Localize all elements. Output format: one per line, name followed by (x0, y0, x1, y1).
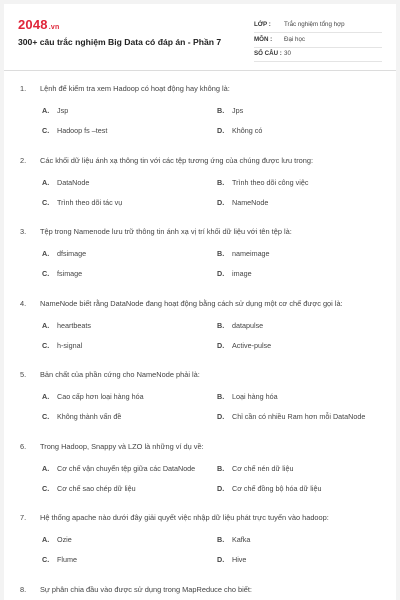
option-text: DataNode (57, 177, 90, 187)
question-text: Các khối dữ liệu ánh xạ thông tin với các tệp tương ứng của chúng được lưu trong: (40, 155, 314, 165)
option-text: image (232, 269, 252, 278)
answer-option[interactable] (42, 392, 220, 404)
option-letter: C. (42, 269, 50, 278)
question-text: NameNode biết rằng DataNode đang hoạt động bằng cách sử dụng một cơ chế được gọi là: (40, 298, 343, 308)
meta-subject-row (254, 34, 382, 48)
option-text: Jsp (57, 106, 69, 115)
option-text: Cao cấp hơn loại hàng hóa (57, 392, 144, 401)
option-text: Trình theo dõi công việc (232, 177, 309, 187)
option-letter: A. (42, 106, 50, 115)
question-item (4, 585, 396, 600)
question-number: 1. (20, 84, 27, 93)
option-letter: D. (217, 555, 225, 564)
option-letter: D. (217, 483, 225, 493)
answer-option[interactable] (217, 126, 395, 138)
option-letter: A. (42, 392, 50, 401)
option-letter: A. (42, 463, 50, 473)
option-text: Hive (232, 555, 247, 564)
question-text: Hệ thống apache nào dưới đây giải quyết việc nhập dữ liệu phát trực tuyến vào hadoop: (40, 513, 329, 522)
question-item (4, 442, 396, 502)
option-text: heartbeats (57, 320, 91, 330)
answer-option[interactable] (217, 392, 395, 404)
meta-subject-value: Đại học (284, 36, 305, 43)
option-text: Ozie (57, 535, 72, 544)
option-text: fsimage (57, 269, 83, 278)
header-divider (4, 70, 396, 71)
question-item (4, 156, 396, 216)
answer-option[interactable] (217, 249, 395, 261)
question-number: 6. (20, 441, 27, 451)
question-number: 7. (20, 513, 27, 522)
option-text: Jps (232, 106, 244, 115)
option-letter: C. (42, 126, 50, 135)
option-letter: B. (217, 535, 225, 544)
answer-option[interactable] (217, 464, 395, 476)
meta-count-value: 30 (284, 50, 291, 57)
option-text: Loại hàng hóa (232, 392, 278, 401)
option-letter: C. (42, 483, 50, 493)
answer-option[interactable] (217, 555, 395, 567)
option-text: Cơ chế vận chuyển tệp giữa các DataNode (57, 463, 196, 473)
answer-option[interactable] (42, 249, 220, 261)
question-text: Bản chất của phần cứng cho NameNode phải là: (40, 370, 200, 379)
document-page (4, 4, 396, 600)
answer-option[interactable] (42, 198, 220, 210)
question-item (4, 513, 396, 573)
logo-text: 2048 (18, 17, 48, 32)
answer-option[interactable] (217, 198, 395, 210)
meta-class-label: LỚP : (254, 21, 271, 28)
meta-class-row (254, 19, 382, 33)
question-number: 2. (20, 155, 27, 165)
answer-option[interactable] (42, 178, 220, 190)
option-letter: D. (217, 126, 225, 135)
option-letter: A. (42, 320, 50, 330)
option-letter: B. (217, 177, 225, 187)
option-text: Cơ chế sao chép dữ liệu (57, 483, 136, 493)
option-letter: B. (217, 320, 225, 330)
option-letter: D. (217, 340, 225, 350)
option-text: Cơ chế nén dữ liệu (232, 463, 294, 473)
option-text: Chỉ cần có nhiều Ram hơn mỗi DataNode (232, 412, 366, 421)
option-letter: B. (217, 463, 225, 473)
option-letter: B. (217, 249, 225, 258)
option-text: NameNode (232, 197, 269, 207)
document-title: 300+ câu trắc nghiệm Big Data có đáp án - Phần 7 (18, 37, 222, 47)
question-text: Lệnh để kiểm tra xem Hadoop có hoạt động hay không là: (40, 84, 230, 93)
question-number: 3. (20, 227, 27, 236)
option-text: Không có (232, 126, 263, 135)
option-text: Active-pulse (232, 340, 272, 350)
option-letter: C. (42, 197, 50, 207)
answer-option[interactable] (42, 535, 220, 547)
option-text: Hadoop fs –test (57, 126, 108, 135)
answer-option[interactable] (42, 126, 220, 138)
answer-option[interactable] (42, 555, 220, 567)
question-text: Tệp trong Namenode lưu trữ thông tin ánh xạ vị trí khối dữ liệu với tên tệp là: (40, 227, 292, 236)
logo-suffix: .vn (48, 24, 60, 31)
question-number: 4. (20, 298, 27, 308)
option-text: Flume (57, 555, 77, 564)
option-text: nameimage (232, 249, 270, 258)
option-letter: C. (42, 340, 50, 350)
option-letter: A. (42, 535, 50, 544)
meta-class-value: Trắc nghiệm tổng hợp (284, 21, 345, 28)
answer-option[interactable] (217, 269, 395, 281)
meta-count-label: SỐ CÂU : (254, 50, 282, 57)
answer-option[interactable] (42, 464, 220, 476)
answer-option[interactable] (217, 106, 395, 118)
option-text: h-signal (57, 340, 83, 350)
option-letter: A. (42, 177, 50, 187)
option-text: Cơ chế đồng bộ hóa dữ liệu (232, 483, 322, 493)
question-number: 8. (20, 584, 27, 594)
answer-option[interactable] (217, 412, 395, 424)
question-text: Sự phân chia đầu vào được sử dụng trong MapReduce cho biết: (40, 584, 252, 594)
option-letter: D. (217, 197, 225, 207)
answer-option[interactable] (42, 106, 220, 118)
answer-option[interactable] (42, 341, 220, 353)
answer-option[interactable] (42, 269, 220, 281)
answer-option[interactable] (42, 321, 220, 333)
answer-option[interactable] (42, 484, 220, 496)
answer-option[interactable] (217, 535, 395, 547)
option-letter: B. (217, 392, 225, 401)
option-text: datapulse (232, 320, 264, 330)
answer-option[interactable] (217, 484, 395, 496)
option-letter: B. (217, 106, 225, 115)
document-header (4, 4, 396, 70)
answer-option[interactable] (217, 321, 395, 333)
answer-option[interactable] (217, 341, 395, 353)
question-number: 5. (20, 370, 27, 379)
answer-option[interactable] (217, 178, 395, 190)
meta-count-row (254, 48, 382, 62)
option-letter: D. (217, 412, 225, 421)
option-text: Kafka (232, 535, 251, 544)
option-text: dfsimage (57, 249, 87, 258)
question-item (4, 370, 396, 430)
question-item (4, 84, 396, 144)
option-letter: D. (217, 269, 225, 278)
option-text: Không thành vấn đề (57, 412, 122, 421)
option-letter: A. (42, 249, 50, 258)
question-item (4, 227, 396, 287)
option-text: Trình theo dõi tác vụ (57, 197, 123, 207)
question-item (4, 299, 396, 359)
site-logo[interactable] (18, 17, 59, 32)
option-letter: C. (42, 555, 50, 564)
meta-subject-label: MÔN : (254, 36, 273, 43)
answer-option[interactable] (42, 412, 220, 424)
question-text: Trong Hadoop, Snappy và LZO là những ví dụ về: (40, 441, 204, 451)
option-letter: C. (42, 412, 50, 421)
